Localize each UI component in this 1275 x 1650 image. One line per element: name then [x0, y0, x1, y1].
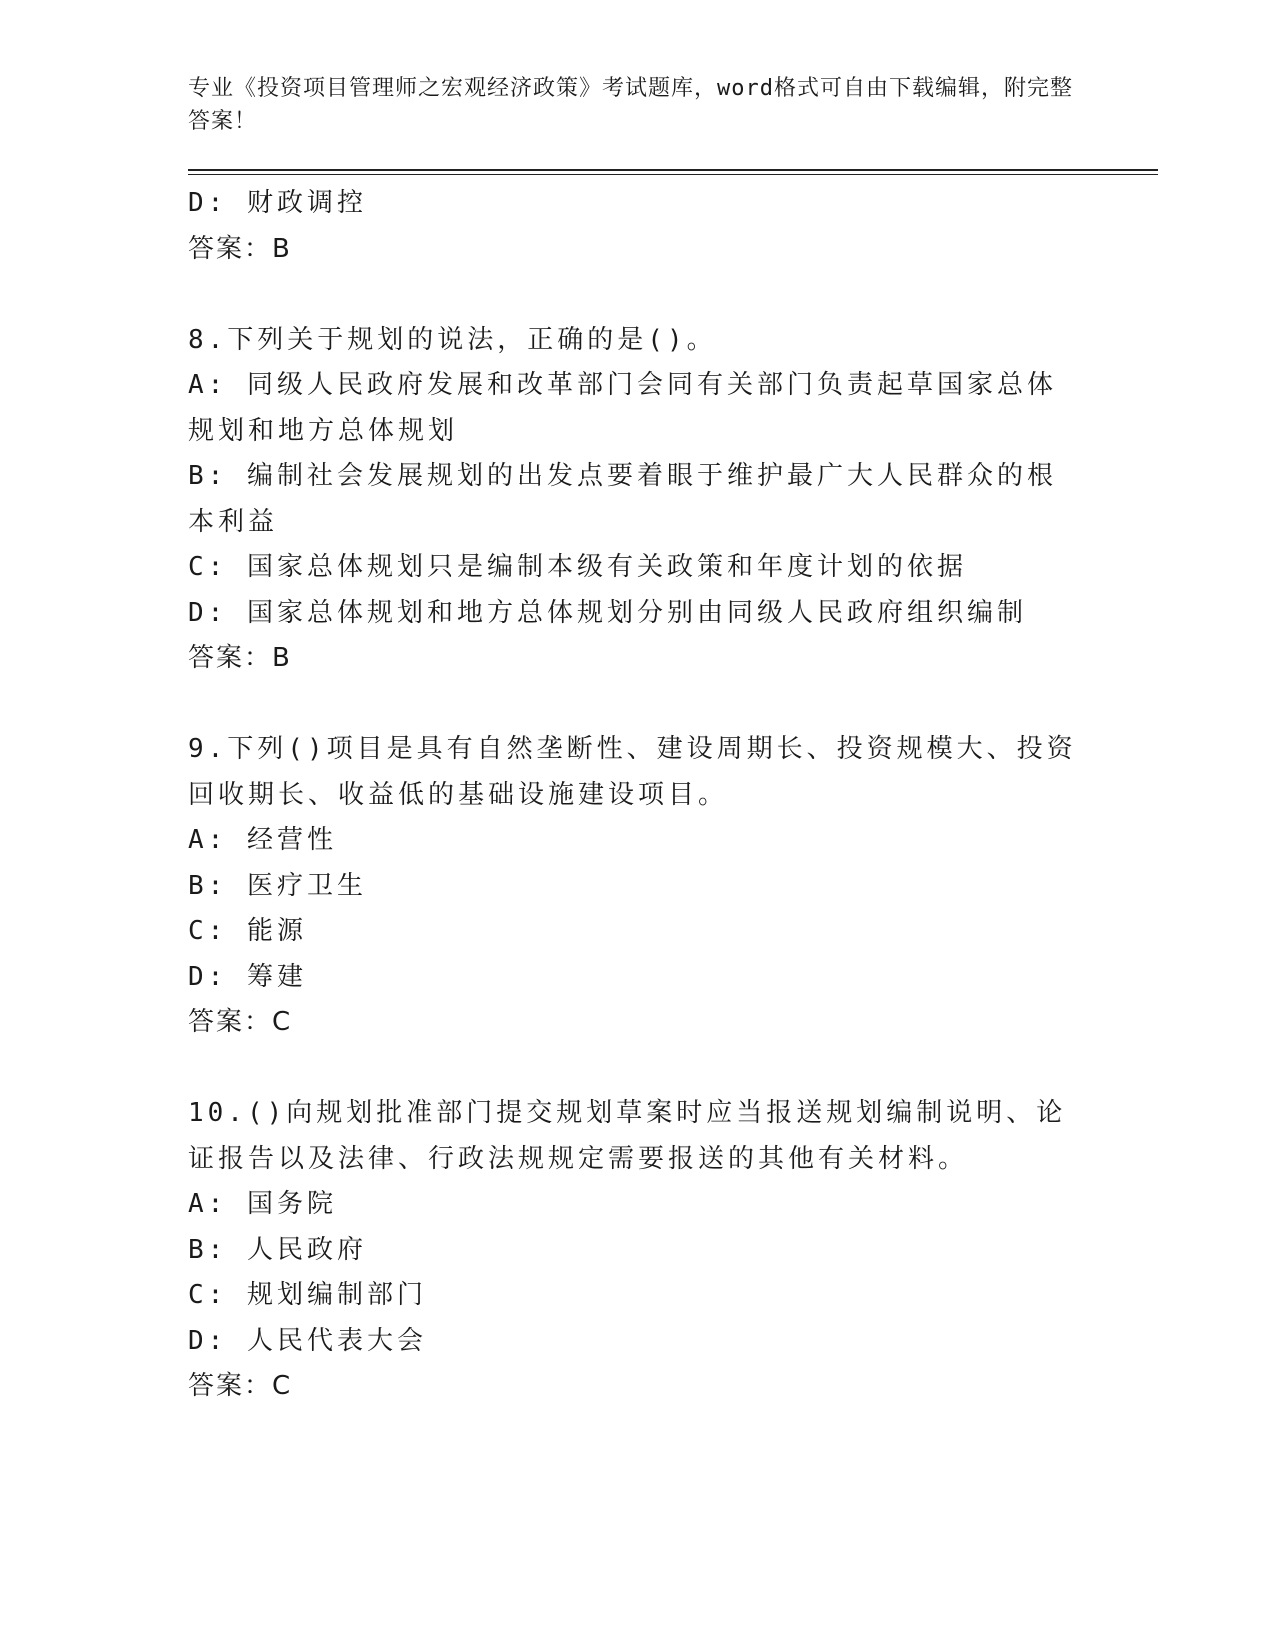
answer-line: 答案：C — [188, 1371, 293, 1401]
question-list — [188, 181, 1078, 1410]
option-c: C: 规划编制部门 — [188, 1280, 427, 1310]
option-b: B: 编制社会发展规划的出发点要着眼于维护最广大人民群众的根本利益 — [188, 461, 1057, 537]
question-stem: 10.()向规划批准部门提交规划草案时应当报送规划编制说明、论证报告以及法律、行政法规规定需要报送的其他有关材料。 — [188, 1098, 1067, 1174]
question-10 — [188, 1091, 1078, 1410]
option-c: C: 国家总体规划只是编制本级有关政策和年度计划的依据 — [188, 552, 967, 582]
question-9 — [188, 727, 1078, 1046]
option-d: D: 筹建 — [188, 961, 307, 992]
option-b: B: 人民政府 — [188, 1234, 367, 1265]
question-stem: 9.下列()项目是具有自然垄断性、建设周期长、投资规模大、投资回收期长、收益低的基础设施建设项目。 — [188, 734, 1077, 810]
option-a: A: 经营性 — [188, 825, 337, 855]
option-d: D: 财政调控 — [188, 188, 367, 218]
header-divider — [188, 169, 1158, 175]
option-d: D: 人民代表大会 — [188, 1325, 427, 1356]
option-d: D: 国家总体规划和地方总体规划分别由同级人民政府组织编制 — [188, 597, 1027, 628]
document-page — [188, 72, 1158, 1410]
question-8 — [188, 318, 1078, 682]
previous-question-tail — [188, 181, 1078, 272]
option-b: B: 医疗卫生 — [188, 870, 367, 901]
option-a: A: 国务院 — [188, 1189, 337, 1219]
document-header: 专业《投资项目管理师之宏观经济政策》考试题库，word格式可自由下载编辑，附完整答案！ — [188, 76, 1073, 134]
option-a: A: 同级人民政府发展和改革部门会同有关部门负责起草国家总体规划和地方总体规划 — [188, 370, 1057, 446]
question-stem: 8.下列关于规划的说法，正确的是()。 — [188, 324, 717, 355]
answer-line: 答案：B — [188, 643, 292, 673]
answer-line: 答案：B — [188, 233, 292, 264]
answer-line: 答案：C — [188, 1007, 293, 1037]
option-c: C: 能源 — [188, 916, 307, 946]
